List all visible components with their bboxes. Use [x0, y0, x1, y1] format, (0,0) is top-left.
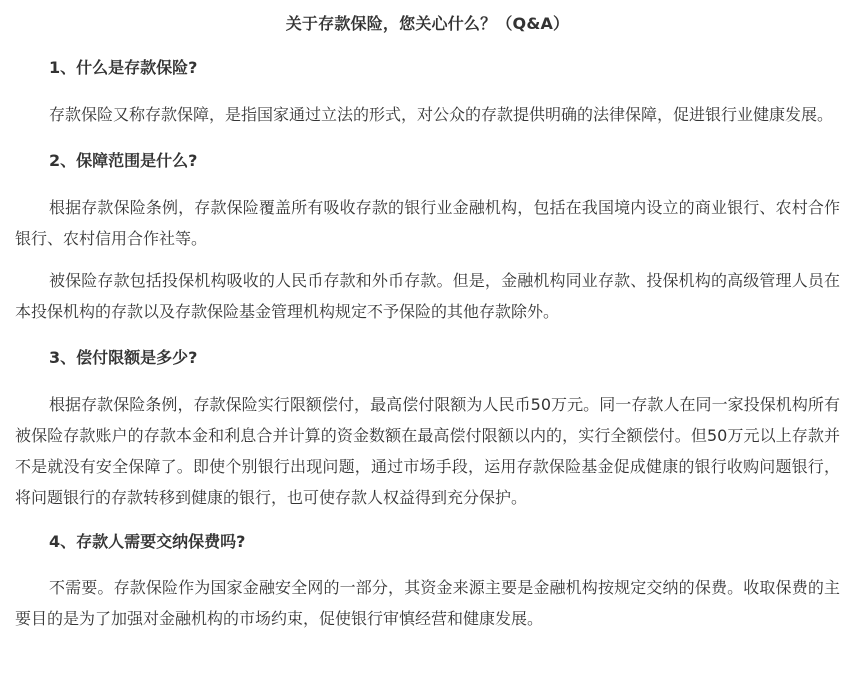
- answer-paragraph-3: 根据存款保险条例，存款保险实行限额偿付，最高偿付限额为人民币50万元。同一存款人在同一家投保机构所有被保险存款账户的存款本金和利息合并计算的资金数额在最高偿付限额以内的，实行全额偿付。但50万元以上存款并不是就没有安全保障了。即使个别银行出现问题，通过市场手段，运用存款保险基金促成健康的银行收购问题银行，将问题银行的存款转移到健康的银行，也可使存款人权益得到充分保护。: [15, 395, 840, 507]
- question-heading-1: 1、什么是存款保险?: [49, 58, 198, 77]
- qa-article: [0, 12, 854, 677]
- answer-paragraph-2a: 根据存款保险条例，存款保险覆盖所有吸收存款的银行业金融机构，包括在我国境内设立的商业银行、农村合作银行、农村信用合作社等。: [15, 198, 840, 248]
- answer-paragraph-1: 存款保险又称存款保障，是指国家通过立法的形式，对公众的存款提供明确的法律保障，促进银行业健康发展。: [49, 105, 834, 124]
- question-heading-4: 4、存款人需要交纳保费吗?: [49, 532, 246, 551]
- article-title: 关于存款保险，您关心什么？（Q&A）: [285, 14, 570, 33]
- answer-paragraph-2b: 被保险存款包括投保机构吸收的人民币存款和外币存款。但是，金融机构同业存款、投保机构的高级管理人员在本投保机构的存款以及存款保险基金管理机构规定不予保险的其他存款除外。: [15, 271, 840, 321]
- question-heading-3: 3、偿付限额是多少?: [49, 348, 198, 367]
- answer-paragraph-4: 不需要。存款保险作为国家金融安全网的一部分，其资金来源主要是金融机构按规定交纳的保费。收取保费的主要目的是为了加强对金融机构的市场约束，促使银行审慎经营和健康发展。: [15, 578, 840, 628]
- question-heading-2: 2、保障范围是什么?: [49, 151, 198, 170]
